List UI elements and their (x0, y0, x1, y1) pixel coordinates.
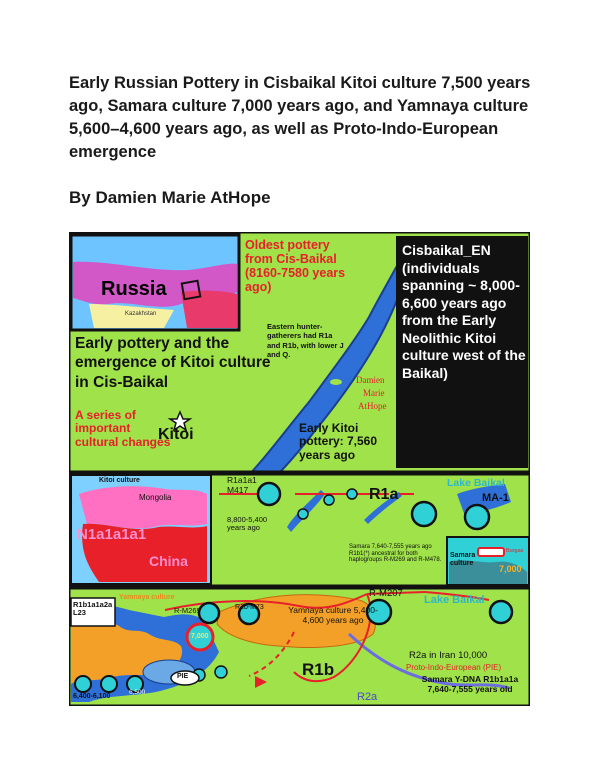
years-8800-label: 8,800-5,400 years ago (227, 515, 268, 533)
burgas-marker (478, 548, 504, 556)
lake-baikal-label-2: Lake Baikal (424, 594, 485, 606)
lake-baikal-label-1: Lake Baikal (447, 477, 505, 489)
samara-ydna-label: Samara Y-DNA R1b1a1a 7,640-7,555 years old (421, 674, 519, 694)
series-of-changes-text: A series of important cultural changes (75, 408, 171, 449)
node-circle (490, 601, 512, 623)
kitoi-culture-label: Kitoi culture (99, 477, 140, 484)
ma1-label: MA-1 (482, 492, 509, 504)
mongolia-label: Mongolia (139, 493, 172, 502)
burgas-label: Burgas (506, 548, 524, 554)
samara-note-text: Samara 7,640-7,555 years ago R1b1(*) ancestral for both haplogroups R-M269 and R-M478. (349, 544, 442, 564)
infographic-poster (69, 232, 530, 706)
watermark-line-1: Damien (356, 375, 385, 385)
small-node (347, 489, 357, 499)
years-6400-label: 6,400-6,100 (73, 693, 111, 700)
ring-7000-label: 7,000 (191, 633, 209, 640)
r1b1a1a2a-label: R1b1a1a2a L23 (73, 600, 113, 618)
node-circle (75, 676, 91, 692)
lake-island (330, 379, 342, 385)
n1a1a1a1-label: N1a1a1a1 (77, 526, 147, 543)
r1a1a1-m417-label: R1a1a1 M417 (227, 475, 257, 495)
cisbaikal-en-text: Cisbaikal_EN (individuals spanning ~ 8,000-6,600 years ago from the Early Neolithic Kitoi culture west of the Baikal) (402, 242, 526, 381)
r2a-iran-label: R2a in Iran 10,000 (409, 650, 488, 661)
node-circle (101, 676, 117, 692)
node-circle (412, 502, 436, 526)
kazakhstan-label: Kazakhstan (125, 311, 157, 317)
node-circle (465, 505, 489, 529)
yamnaya-culture-small-label: Yamnaya culture (119, 594, 175, 601)
oldest-pottery-text: Oldest pottery from Cis-Baikal (8160-7580 years ago) (245, 238, 346, 294)
r1b-label: R1b (302, 660, 335, 679)
years-6500-label: 6,500 (129, 689, 146, 696)
small-node (215, 666, 227, 678)
watermark-line-2: Marie (363, 388, 385, 398)
pie-full-label: Proto-Indo-European (PIE) (406, 663, 502, 672)
early-pottery-heading: Early pottery and the emergence of Kitoi culture in Cis-Baikal (75, 335, 271, 391)
eastern-hunter-gatherers-text: Eastern hunter-gatherers had R1a and R1b, with lower J and Q. (267, 322, 344, 360)
samara-culture-label: Samara culture (450, 552, 476, 567)
r1a-label: R1a (369, 486, 399, 503)
small-node (298, 509, 308, 519)
mongolia-land (181, 291, 237, 328)
russia-label: Russia (101, 278, 167, 300)
document-title: Early Russian Pottery in Cisbaikal Kitoi culture 7,500 years ago, Samara culture 7,000 years ago, and Yamnaya culture 5,600–4,600 years ago, as well as Proto-Indo-European emergence (69, 74, 531, 161)
kitoi-label: Kitoi (158, 426, 194, 443)
early-kitoi-pottery-text: Early Kitoi pottery: 7,560 years ago (299, 421, 378, 462)
r2a-label: R2a (357, 691, 378, 703)
china-label: China (149, 553, 188, 569)
document-author: By Damien Marie AtHope (69, 188, 271, 207)
r-m207-label: R-M207 (369, 588, 403, 599)
r1b-m73-label: R1b-M73 (235, 604, 264, 611)
r-m269-label: R-M269 (174, 606, 201, 615)
samara-7000-label: 7,000 (499, 564, 522, 574)
watermark-line-3: AtHope (358, 401, 387, 411)
node-circle (199, 603, 219, 623)
pie-badge-label: PIE (177, 673, 189, 680)
small-node (324, 495, 334, 505)
yamnaya-culture-label: Yamnaya culture 5,400-4,600 years ago (288, 605, 378, 625)
